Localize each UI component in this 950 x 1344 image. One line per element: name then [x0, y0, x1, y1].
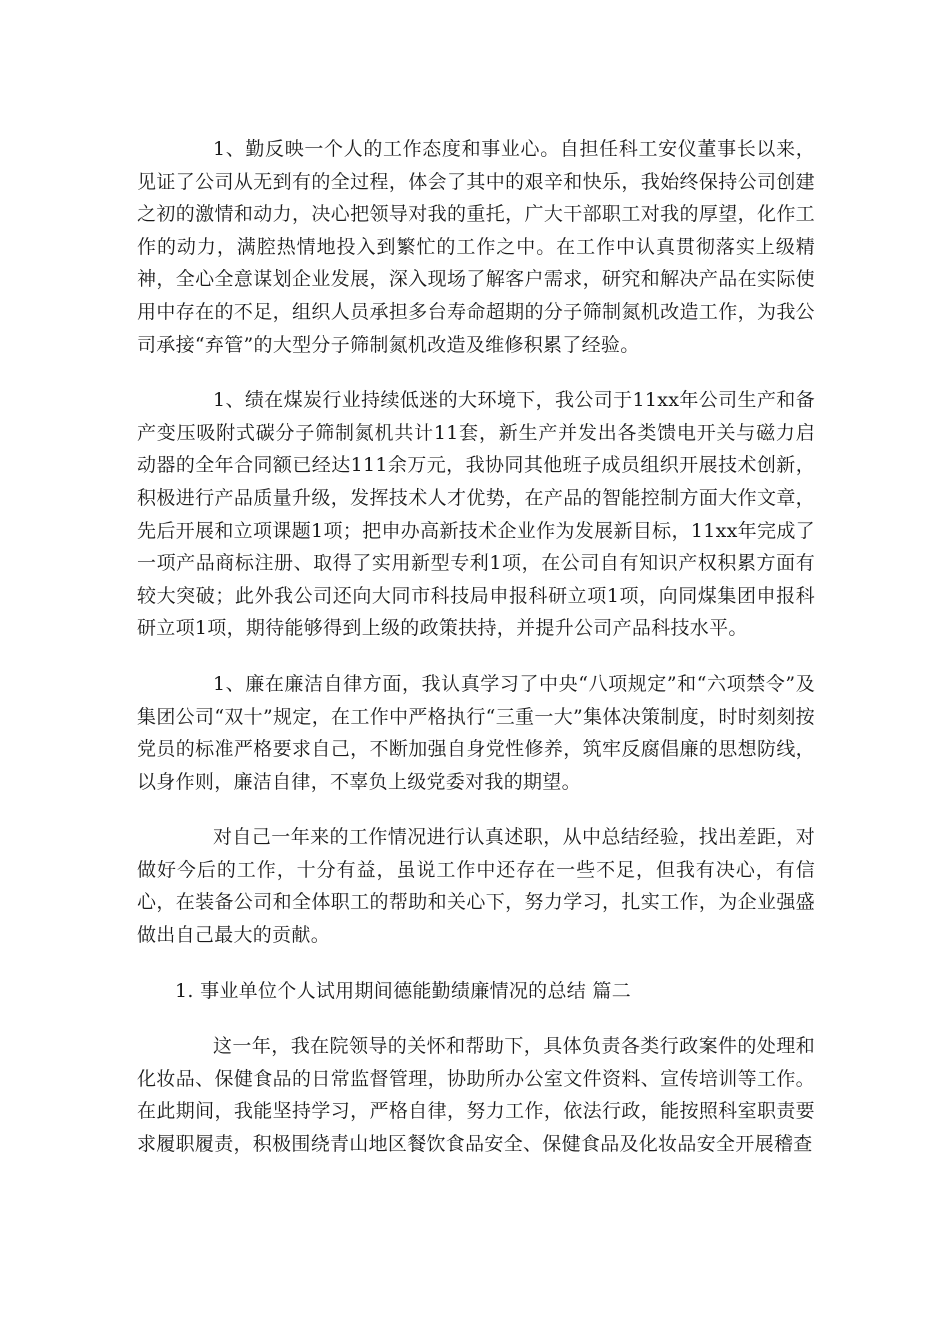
section-heading: 1. 事业单位个人试用期间德能勤绩廉情况的总结 篇二 [175, 979, 632, 1002]
document-body [137, 133, 815, 1184]
paragraph-performance: 1、绩在煤炭行业持续低迷的大环境下，我公司于11xx年公司生产和备产变压吸附式碳分子筛制氮机共计11套，新生产并发出各类馈电开关与磁力启动器的全年合同额已经达111余万元，我协同其他班子成员组织开展技术创新，积极进行产品质量升级，发挥技术人才优势，在产品的智能控制方面大作文章，先后开展和立项课题1项；把申办高新技术企业作为发展新目标，11xx年完成了一项产品商标注册、取得了实用新型专利1项，在公司自有知识产权积累方面有较大突破；此外我公司还向大同市科技局申报科研立项1项，向同煤集团申报科研立项1项，期待能够得到上级的政策扶持，并提升公司产品科技水平。 [137, 389, 815, 640]
paragraph-diligence: 1、勤反映一个人的工作态度和事业心。自担任科工安仪董事长以来，见证了公司从无到有的全过程，体会了其中的艰辛和快乐，我始终保持公司创建之初的激情和动力，决心把领导对我的重托，广大干部职工对我的厚望，化作工作的动力，满腔热情地投入到繁忙的工作之中。在工作中认真贯彻落实上级精神，全心全意谋划企业发展，深入现场了解客户需求，研究和解决产品在实际使用中存在的不足，组织人员承担多台寿命超期的分子筛制氮机改造工作，为我公司承接“弃管”的大型分子筛制氮机改造及维修积累了经验。 [137, 138, 815, 356]
paragraph-integrity: 1、廉在廉洁自律方面，我认真学习了中央“八项规定”和“六项禁令”及集团公司“双十”规定，在工作中严格执行“三重一大”集体决策制度，时时刻刻按党员的标准严格要求自己，不断加强自身党性修养，筑牢反腐倡廉的思想防线，以身作则，廉洁自律，不辜负上级党委对我的期望。 [137, 672, 815, 793]
paragraph-second-part: 这一年，我在院领导的关怀和帮助下，具体负责各类行政案件的处理和化妆品、保健食品的日常监督管理，协助所办公室文件资料、宣传培训等工作。在此期间，我能坚持学习，严格自律，努力工作，依法行政，能按照科室职责要求履职履责，积极围绕青山地区餐饮食品安全、保健食品及化妆品安全开展稽查 [137, 1035, 815, 1156]
paragraph-conclusion: 对自己一年来的工作情况进行认真述职，从中总结经验，找出差距，对做好今后的工作，十分有益，虽说工作中还存在一些不足，但我有决心，有信心，在装备公司和全体职工的帮助和关心下，努力学习，扎实工作，为企业强盛做出自己最大的贡献。 [137, 826, 815, 947]
